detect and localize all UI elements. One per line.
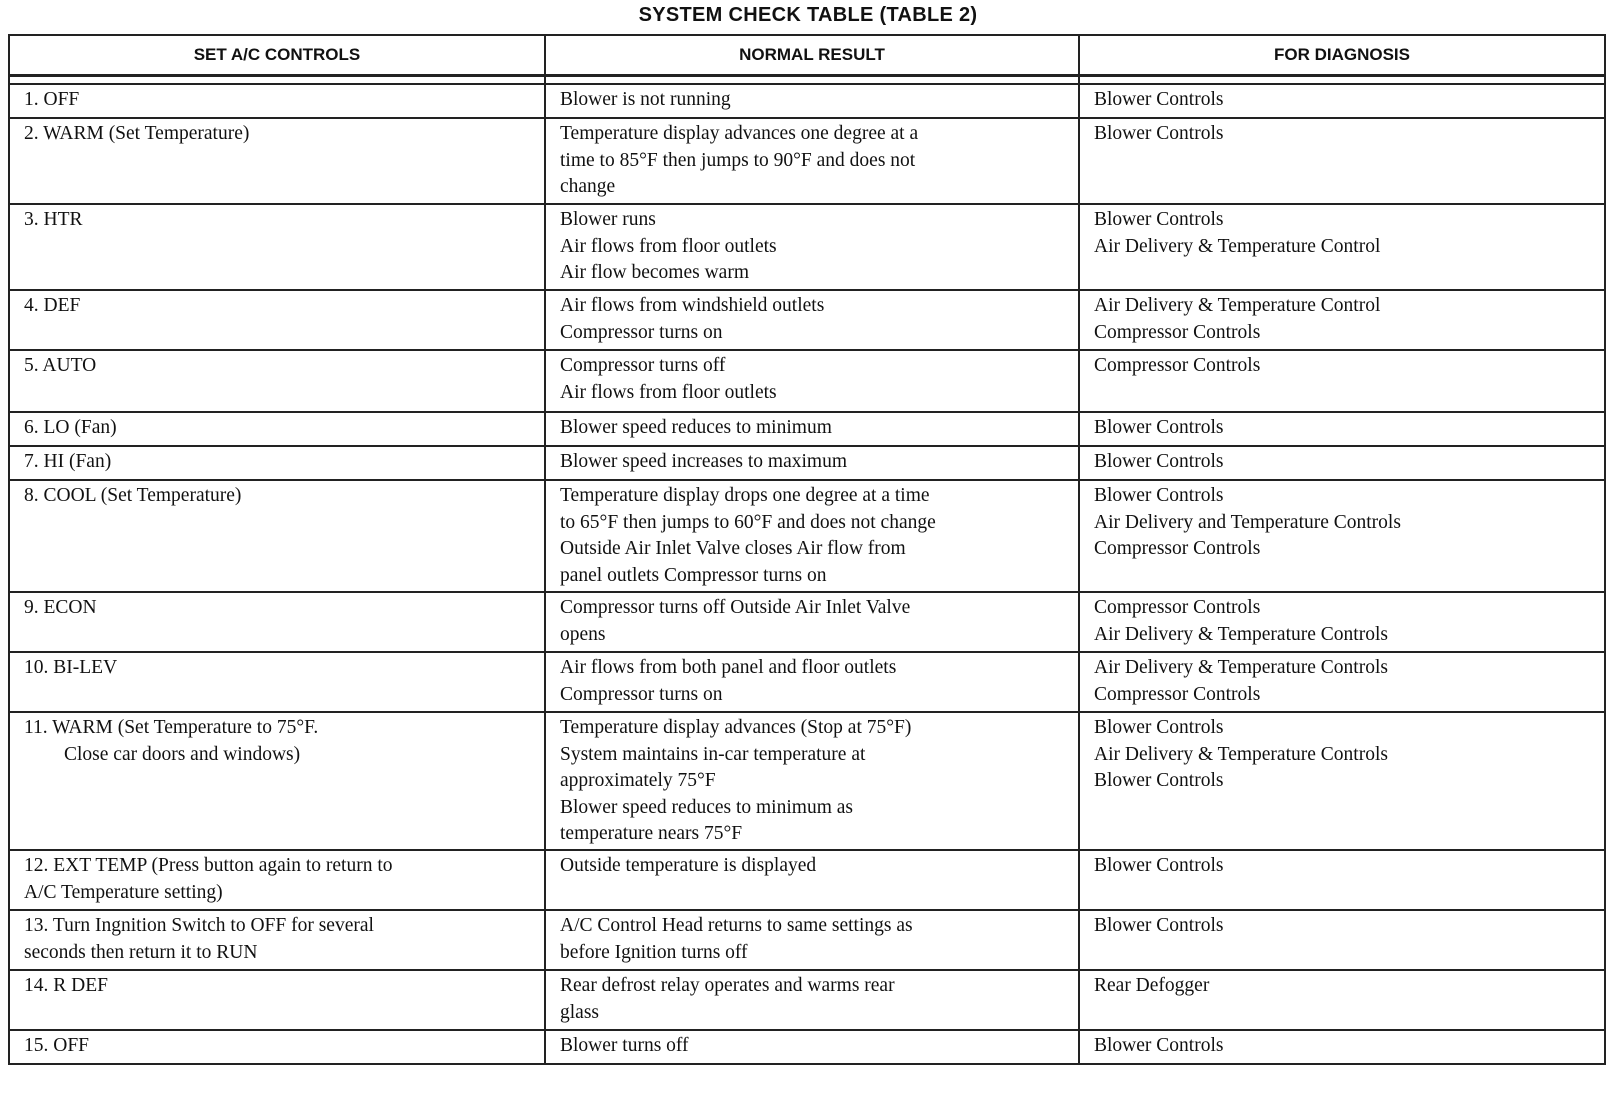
diagnosis-line: Compressor Controls xyxy=(1094,683,1261,705)
diagnosis-cell xyxy=(1079,290,1605,350)
result-line: change xyxy=(560,176,616,197)
table-row xyxy=(9,118,1605,204)
control-cell xyxy=(9,712,545,850)
control-line: Close car doors and windows) xyxy=(64,743,301,765)
result-line: Temperature display advances one degree at a xyxy=(560,123,919,144)
result-line: Compressor turns on xyxy=(560,683,723,705)
result-line: Air flows from floor outlets xyxy=(560,235,777,257)
result-line: Compressor turns on xyxy=(560,321,723,343)
result-line: Temperature display advances (Stop at 75°F) xyxy=(560,717,912,738)
table-title: SYSTEM CHECK TABLE (TABLE 2) xyxy=(638,4,978,26)
header-for-diagnosis: FOR DIAGNOSIS xyxy=(1079,35,1605,76)
control-line: 8. COOL (Set Temperature) xyxy=(24,485,242,506)
diagnosis-line: Compressor Controls xyxy=(1094,597,1261,618)
control-line: 11. WARM (Set Temperature to 75°F. xyxy=(24,717,319,738)
diagnosis-line: Blower Controls xyxy=(1094,717,1224,738)
diagnosis-line: Air Delivery & Temperature Control xyxy=(1094,235,1381,257)
control-cell xyxy=(9,290,545,350)
result-cell xyxy=(545,652,1079,712)
diagnosis-cell xyxy=(1079,712,1605,850)
control-cell xyxy=(9,592,545,652)
table-row xyxy=(9,290,1605,350)
header-set-ac-controls: SET A/C CONTROLS xyxy=(9,35,545,76)
result-line: Blower speed reduces to minimum xyxy=(560,417,832,438)
diagnosis-line: Air Delivery & Temperature Controls xyxy=(1094,657,1388,678)
result-cell xyxy=(545,1030,1079,1064)
header-gap xyxy=(9,76,1605,85)
diagnosis-cell xyxy=(1079,592,1605,652)
diagnosis-cell xyxy=(1079,446,1605,480)
control-line: 13. Turn Ingnition Switch to OFF for several xyxy=(24,915,374,936)
result-line: Compressor turns off Outside Air Inlet Valve xyxy=(560,597,911,618)
result-line: Blower turns off xyxy=(560,1035,689,1056)
diagnosis-line: Air Delivery & Temperature Controls xyxy=(1094,743,1388,765)
diagnosis-line: Blower Controls xyxy=(1094,89,1224,110)
diagnosis-cell xyxy=(1079,118,1605,204)
diagnosis-line: Compressor Controls xyxy=(1094,355,1261,376)
control-cell xyxy=(9,204,545,290)
control-line: 10. BI-LEV xyxy=(24,657,118,678)
result-cell xyxy=(545,480,1079,592)
result-line: Rear defrost relay operates and warms rear xyxy=(560,975,895,996)
control-line: 15. OFF xyxy=(24,1035,90,1056)
result-line: Compressor turns off xyxy=(560,355,726,376)
result-line: A/C Control Head returns to same settings as xyxy=(560,915,913,936)
control-cell xyxy=(9,446,545,480)
diagnosis-cell xyxy=(1079,204,1605,290)
diagnosis-cell xyxy=(1079,84,1605,118)
result-cell xyxy=(545,118,1079,204)
table-row xyxy=(9,850,1605,910)
result-cell xyxy=(545,850,1079,910)
result-line: before Ignition turns off xyxy=(560,941,748,963)
diagnosis-cell xyxy=(1079,412,1605,446)
diagnosis-cell xyxy=(1079,1030,1605,1064)
diagnosis-line: Blower Controls xyxy=(1094,1035,1224,1056)
diagnosis-line: Compressor Controls xyxy=(1094,538,1261,559)
diagnosis-line: Blower Controls xyxy=(1094,915,1224,936)
result-line: Outside temperature is displayed xyxy=(560,855,817,876)
control-line: 9. ECON xyxy=(24,597,97,618)
control-line: 7. HI (Fan) xyxy=(24,451,112,472)
table-row xyxy=(9,350,1605,412)
control-cell xyxy=(9,910,545,970)
diagnosis-line: Blower Controls xyxy=(1094,417,1224,438)
diagnosis-line: Blower Controls xyxy=(1094,485,1224,506)
control-line: 1. OFF xyxy=(24,89,80,110)
header-normal-result: NORMAL RESULT xyxy=(545,35,1079,76)
control-line: 2. WARM (Set Temperature) xyxy=(24,123,250,144)
table-row xyxy=(9,446,1605,480)
diagnosis-line: Rear Defogger xyxy=(1094,975,1210,996)
diagnosis-cell xyxy=(1079,350,1605,412)
diagnosis-cell xyxy=(1079,480,1605,592)
table-row xyxy=(9,84,1605,118)
result-cell xyxy=(545,592,1079,652)
diagnosis-line: Blower Controls xyxy=(1094,451,1224,472)
diagnosis-cell xyxy=(1079,652,1605,712)
control-cell xyxy=(9,850,545,910)
control-cell xyxy=(9,84,545,118)
control-line: A/C Temperature setting) xyxy=(24,881,223,903)
result-line: glass xyxy=(560,1001,599,1023)
result-line: Air flows from windshield outlets xyxy=(560,295,825,316)
result-cell xyxy=(545,446,1079,480)
result-line: Blower speed reduces to minimum as xyxy=(560,796,853,818)
control-line: seconds then return it to RUN xyxy=(24,941,258,963)
result-cell xyxy=(545,712,1079,850)
result-line: System maintains in-car temperature at xyxy=(560,743,866,765)
result-line: Air flow becomes warm xyxy=(560,262,749,283)
diagnosis-line: Blower Controls xyxy=(1094,855,1224,876)
diagnosis-line: Air Delivery & Temperature Control xyxy=(1094,295,1381,316)
control-cell xyxy=(9,652,545,712)
result-line: Blower speed increases to maximum xyxy=(560,451,848,472)
table-row xyxy=(9,1030,1605,1064)
diagnosis-line: Air Delivery & Temperature Controls xyxy=(1094,623,1388,645)
table-row xyxy=(9,970,1605,1030)
diagnosis-cell xyxy=(1079,970,1605,1030)
table-row xyxy=(9,712,1605,850)
diagnosis-line: Air Delivery and Temperature Controls xyxy=(1094,511,1401,533)
diagnosis-line: Blower Controls xyxy=(1094,209,1224,230)
result-line: Blower is not running xyxy=(560,89,731,110)
table-row xyxy=(9,592,1605,652)
table-row xyxy=(9,412,1605,446)
table-row xyxy=(9,910,1605,970)
control-line: 6. LO (Fan) xyxy=(24,417,117,438)
result-line: Temperature display drops one degree at a time xyxy=(560,485,930,506)
control-line: 3. HTR xyxy=(24,209,83,230)
control-cell xyxy=(9,970,545,1030)
result-line: Air flows from floor outlets xyxy=(560,381,777,403)
result-line: to 65°F then jumps to 60°F and does not change xyxy=(560,511,936,533)
diagnosis-cell xyxy=(1079,910,1605,970)
table-row xyxy=(9,480,1605,592)
result-line: opens xyxy=(560,623,606,645)
control-line: 4. DEF xyxy=(24,295,81,316)
result-cell xyxy=(545,910,1079,970)
result-cell xyxy=(545,204,1079,290)
result-cell xyxy=(545,290,1079,350)
result-line: panel outlets Compressor turns on xyxy=(560,564,827,586)
diagnosis-line: Blower Controls xyxy=(1094,770,1224,791)
result-cell xyxy=(545,970,1079,1030)
result-line: Air flows from both panel and floor outlets xyxy=(560,657,897,678)
system-check-table xyxy=(8,34,1606,1065)
result-line: Blower runs xyxy=(560,209,656,230)
control-cell xyxy=(9,350,545,412)
control-line: 12. EXT TEMP (Press button again to return to xyxy=(24,855,393,876)
control-cell xyxy=(9,480,545,592)
table-row xyxy=(9,204,1605,290)
diagnosis-line: Compressor Controls xyxy=(1094,321,1261,343)
control-cell xyxy=(9,118,545,204)
result-line: time to 85°F then jumps to 90°F and does not xyxy=(560,149,916,171)
control-cell xyxy=(9,412,545,446)
result-line: Outside Air Inlet Valve closes Air flow from xyxy=(560,538,906,559)
result-cell xyxy=(545,84,1079,118)
result-line: temperature nears 75°F xyxy=(560,823,743,844)
diagnosis-line: Blower Controls xyxy=(1094,123,1224,144)
control-line: 5. AUTO xyxy=(24,355,97,376)
table-row xyxy=(9,652,1605,712)
result-cell xyxy=(545,412,1079,446)
table-body xyxy=(9,76,1605,1065)
result-cell xyxy=(545,350,1079,412)
diagnosis-cell xyxy=(1079,850,1605,910)
control-cell xyxy=(9,1030,545,1064)
control-line: 14. R DEF xyxy=(24,975,108,996)
result-line: approximately 75°F xyxy=(560,770,716,791)
header-row xyxy=(9,35,1605,76)
